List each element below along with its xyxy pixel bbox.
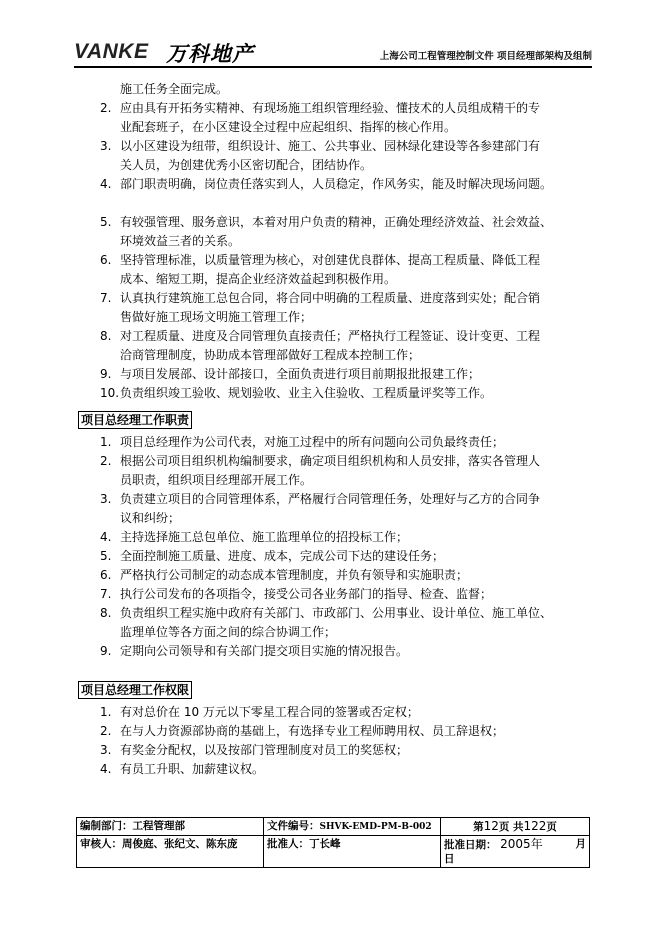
- list-item-line: 成本、缩短工期，提高企业经济效益起到积极作用。: [120, 272, 397, 286]
- footer-approve-date-label: 批准日期：: [444, 839, 497, 851]
- list-item-number: 1.: [100, 705, 112, 719]
- footer-docno-cell: [264, 818, 441, 836]
- footer-page-cell: [441, 818, 590, 836]
- list-item: [78, 213, 590, 251]
- list-item-number: 7.: [100, 587, 112, 601]
- list-item-line: 应由具有开拓务实精神、有现场施工组织管理经验、懂技术的人员组成精干的专: [120, 101, 541, 115]
- list-item-line: 执行公司发布的各项指令，接受公司各业务部门的指导、检查、监督；: [120, 587, 493, 601]
- list-item-number: 4.: [100, 530, 112, 544]
- list-item-number: 6.: [100, 568, 112, 582]
- footer-dept-label: 编制部门：: [80, 820, 133, 832]
- list-item: [78, 528, 590, 547]
- paragraph-gap: [78, 194, 590, 213]
- footer-approve-date-cell: [441, 836, 590, 868]
- footer-page-prefix: 第: [473, 821, 484, 833]
- list-item-number: 10.: [100, 386, 120, 400]
- footer-approve-day: 日: [444, 853, 455, 865]
- list-item-line: 对工程质量、进度及合同管理负直接责任；严格执行工程签证、设计变更、工程: [120, 329, 541, 343]
- footer-approve-year: 2005年: [500, 837, 543, 851]
- list-item-line: 认真执行建筑施工总包合同，将合同中明确的工程质量、进度落到实处；配合销: [120, 291, 541, 305]
- list-item: [78, 384, 590, 403]
- list-item: [78, 99, 590, 137]
- authority-list: [78, 703, 590, 779]
- footer-approver-label: 批准人：: [267, 838, 309, 850]
- intro-tail-text: 施工任务全面完成。: [120, 82, 229, 96]
- list-item: [78, 547, 590, 566]
- list-item-line: 部门职责明确，岗位责任落实到人，人员稳定，作风务实，能及时解决现场问题。: [120, 177, 553, 191]
- list-item: [78, 604, 590, 642]
- footer-reviewers-cell: [77, 836, 264, 868]
- list-item-line: 负责组织工程实施中政府有关部门、市政部门、公用事业、设计单位、施工单位、: [120, 606, 553, 620]
- footer-dept-cell: [77, 818, 264, 836]
- list-item-line: 定期向公司领导和有关部门提交项目实施的情况报告。: [120, 644, 409, 658]
- list-item-line: 有对总价在 10 万元以下零星工程合同的签署或否定权；: [120, 705, 419, 719]
- footer-reviewers-value: 周俊庭、张纪文、陈东庞: [122, 838, 238, 850]
- footer-approver-value: 丁长峰: [309, 838, 341, 850]
- requirements-list-part2: [78, 213, 590, 403]
- footer-page-suffix: 页: [546, 821, 557, 833]
- footer-docno-value: SHVK-EMD-PM-B-002: [319, 822, 432, 832]
- list-item-line: 监理单位等各方面之间的综合协调工作；: [120, 625, 337, 639]
- list-item: [78, 137, 590, 175]
- list-item-number: 9.: [100, 644, 112, 658]
- list-item-line: 与项目发展部、设计部接口，全面负责进行项目前期报批报建工作；: [120, 367, 481, 381]
- list-item-number: 2.: [100, 454, 112, 468]
- section-title-responsibilities: 项目总经理工作职责: [78, 411, 192, 429]
- list-item-line: 有员工升职、加薪建议权。: [120, 762, 265, 776]
- list-item-line: 项目总经理作为公司代表，对施工过程中的所有问题向公司负最终责任；: [120, 435, 505, 449]
- list-item-line: 议和纠纷；: [120, 511, 181, 525]
- list-item-number: 3.: [100, 492, 112, 506]
- list-item-line: 关人员，为创建优秀小区密切配合，团结协作。: [120, 158, 373, 172]
- list-item: [78, 433, 590, 452]
- list-item-line: 洽商管理制度，协助成本管理部做好工程成本控制工作；: [120, 348, 421, 362]
- footer-approver-cell: [264, 836, 441, 868]
- list-item-number: 2.: [100, 101, 112, 115]
- list-item: [78, 566, 590, 585]
- document-footer-table: [76, 817, 590, 868]
- list-item-line: 主持选择施工总包单位、施工监理单位的招投标工作；: [120, 530, 409, 544]
- document-header-title: 上海公司工程管理控制文件 项目经理部架构及组制: [379, 51, 592, 62]
- list-item-number: 8.: [100, 606, 112, 620]
- list-item: [78, 327, 590, 365]
- list-item-number: 5.: [100, 215, 112, 229]
- list-item-line: 以小区建设为纽带，组织设计、施工、公共事业、园林绿化建设等各参建部门有: [120, 139, 541, 153]
- footer-page-total: 122: [523, 819, 547, 833]
- document-body: [78, 80, 590, 779]
- vanke-logo-text: VANKE: [74, 40, 149, 63]
- footer-reviewers-label: 审核人：: [80, 838, 122, 850]
- list-item-number: 6.: [100, 253, 112, 267]
- requirements-list-part1: [78, 99, 590, 194]
- footer-dept-value: 工程管理部: [132, 820, 185, 832]
- list-item-line: 严格执行公司制定的动态成本管理制度，并负有领导和实施职责；: [120, 568, 469, 582]
- list-item: [78, 722, 590, 741]
- vanke-logo-chinese: 万科地产: [166, 42, 254, 66]
- list-item: [78, 490, 590, 528]
- section-title-authority: 项目总经理工作权限: [78, 681, 192, 699]
- list-item-number: 1.: [100, 435, 112, 449]
- list-item: [78, 703, 590, 722]
- list-item-number: 3.: [100, 743, 112, 757]
- list-item-line: 根据公司项目组织机构编制要求，确定项目组织机构和人员安排，落实各管理人: [120, 454, 541, 468]
- footer-page-mid: 页 共: [498, 821, 524, 833]
- footer-docno-label: 文件编号：: [267, 820, 320, 832]
- list-item: [78, 585, 590, 604]
- list-item-line: 坚持管理标准，以质量管理为核心，对创建优良群体、提高工程质量、降低工程: [120, 253, 541, 267]
- list-item-number: 3.: [100, 139, 112, 153]
- list-item-number: 2.: [100, 724, 112, 738]
- list-item-line: 负责建立项目的合同管理体系，严格履行合同管理任务，处理好与乙方的合同争: [120, 492, 541, 506]
- list-item-number: 9.: [100, 367, 112, 381]
- list-item: [78, 251, 590, 289]
- list-item-line: 有较强管理、服务意识，本着对用户负责的精神，正确处理经济效益、社会效益、: [120, 215, 553, 229]
- list-item-line: 售做好施工现场文明施工管理工作；: [120, 310, 313, 324]
- list-item-line: 负责组织竣工验收、规划验收、业主入住验收、工程质量评奖等工作。: [120, 386, 493, 400]
- list-item: [78, 365, 590, 384]
- list-item-number: 7.: [100, 291, 112, 305]
- list-item-line: 在与人力资源部协商的基础上，有选择专业工程师聘用权、员工辞退权；: [120, 724, 505, 738]
- list-item: [78, 289, 590, 327]
- list-item-line: 全面控制施工质量、进度、成本，完成公司下达的建设任务；: [120, 549, 445, 563]
- list-item-line: 业配套班子，在小区建设全过程中应起组织、指挥的核心作用。: [120, 120, 457, 134]
- list-item: [78, 452, 590, 490]
- list-item-number: 8.: [100, 329, 112, 343]
- list-item: [78, 760, 590, 779]
- list-item-line: 员职责，组织项目经理部开展工作。: [120, 473, 313, 487]
- list-item-line: 有奖金分配权，以及按部门管理制度对员工的奖惩权；: [120, 743, 409, 757]
- footer-page-number: 12: [483, 819, 499, 833]
- header-divider: [74, 66, 592, 68]
- list-item: [78, 175, 590, 194]
- list-item: [78, 741, 590, 760]
- list-item: [78, 642, 590, 661]
- footer-approve-month: 月: [575, 838, 586, 850]
- list-item-number: 4.: [100, 177, 112, 191]
- list-item-number: 4.: [100, 762, 112, 776]
- list-item-number: 5.: [100, 549, 112, 563]
- list-item-line: 环境效益三者的关系。: [120, 234, 241, 248]
- page-header: [74, 38, 592, 64]
- responsibilities-list: [78, 433, 590, 661]
